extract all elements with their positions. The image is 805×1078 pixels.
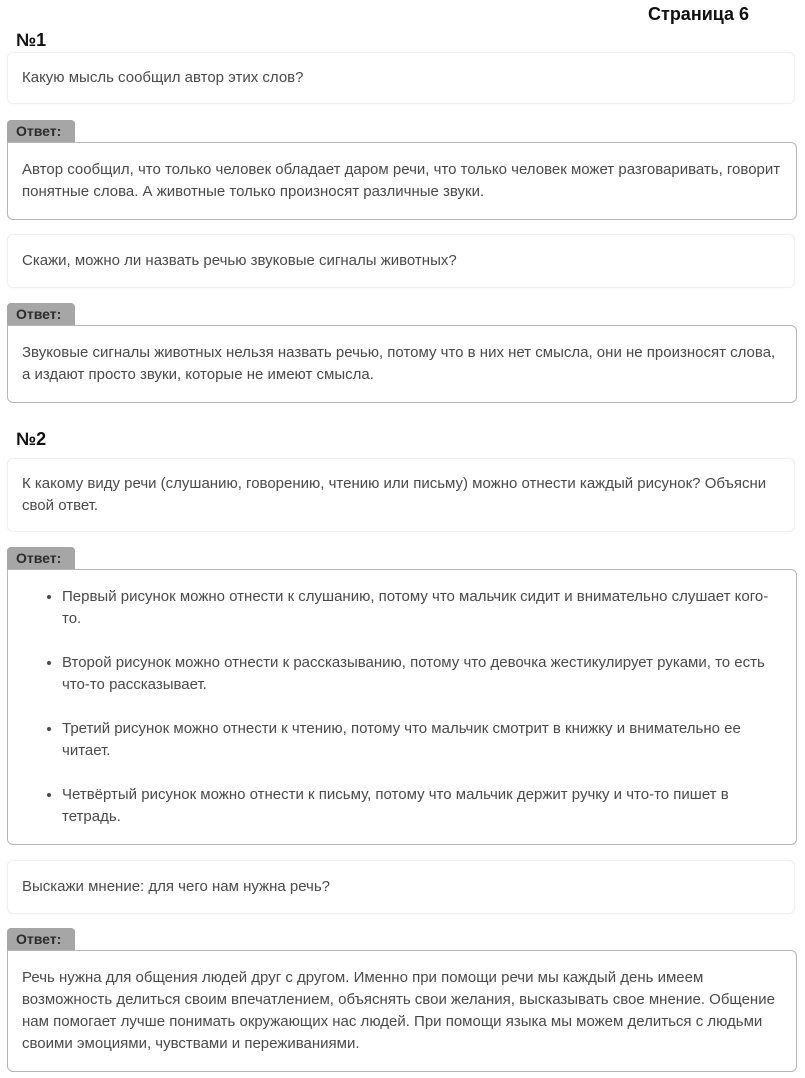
answer-card <box>7 950 797 1072</box>
answer-text: Звуковые сигналы животных нельзя назвать речью, потому что в них нет смысла, они не произносят слова, а издают просто звуки, которые не имеют смысла. <box>22 344 776 383</box>
answer-card <box>7 325 797 403</box>
question-text: Какую мысль сообщил автор этих слов? <box>22 69 304 86</box>
section-title-2: №2 <box>16 429 47 449</box>
question-card <box>7 52 795 104</box>
answer-label: Ответ: <box>7 120 75 142</box>
answer-label: Ответ: <box>7 928 75 950</box>
list-item: • Третий рисунок можно отнести к чтению, потому что мальчик смотрит в книжку и внимательно ее читает. <box>62 718 782 762</box>
page-number: Страница 6 <box>648 4 750 24</box>
question-text: К какому виду речи (слушанию, говорению, чтению или письму) можно отнести каждый рисунок? Объясни свой ответ. <box>22 475 767 514</box>
section-title-1: №1 <box>16 30 47 50</box>
question-text: Выскажи мнение: для чего нам нужна речь? <box>22 878 331 895</box>
answer-label: Ответ: <box>7 303 75 325</box>
answer-label: Ответ: <box>7 547 75 569</box>
answer-text: Автор сообщил, что только человек обладает даром речи, что только человек может разговаривать, говорит понятные слова. А животные только произносят различные звуки. <box>22 161 781 200</box>
list-item: • Второй рисунок можно отнести к рассказыванию, потому что девочка жестикулирует руками, то есть что-то рассказывает. <box>62 652 782 696</box>
answer-list <box>22 586 782 828</box>
question-card <box>7 234 795 288</box>
answer-card <box>7 142 797 220</box>
list-item: • Первый рисунок можно отнести к слушанию, потому что мальчик сидит и внимательно слушает кого-то. <box>62 586 782 630</box>
answer-card <box>7 569 797 845</box>
question-card <box>7 860 795 914</box>
list-item: • Четвёртый рисунок можно отнести к письму, потому что мальчик держит ручку и что-то пишет в тетрадь. <box>62 784 782 828</box>
question-card <box>7 458 795 532</box>
answer-text: Речь нужна для общения людей друг с другом. Именно при помощи речи мы каждый день имеем возможность делиться своим впечатлением, объяснять свои желания, высказывать свое мнение. Общение нам помогает лучше понимать окружающих нас людей. При помощи языка мы можем делиться с людьми своими эмоциями, чувствами и переживаниями. <box>22 969 775 1052</box>
question-text: Скажи, можно ли назвать речью звуковые сигналы животных? <box>22 252 457 269</box>
